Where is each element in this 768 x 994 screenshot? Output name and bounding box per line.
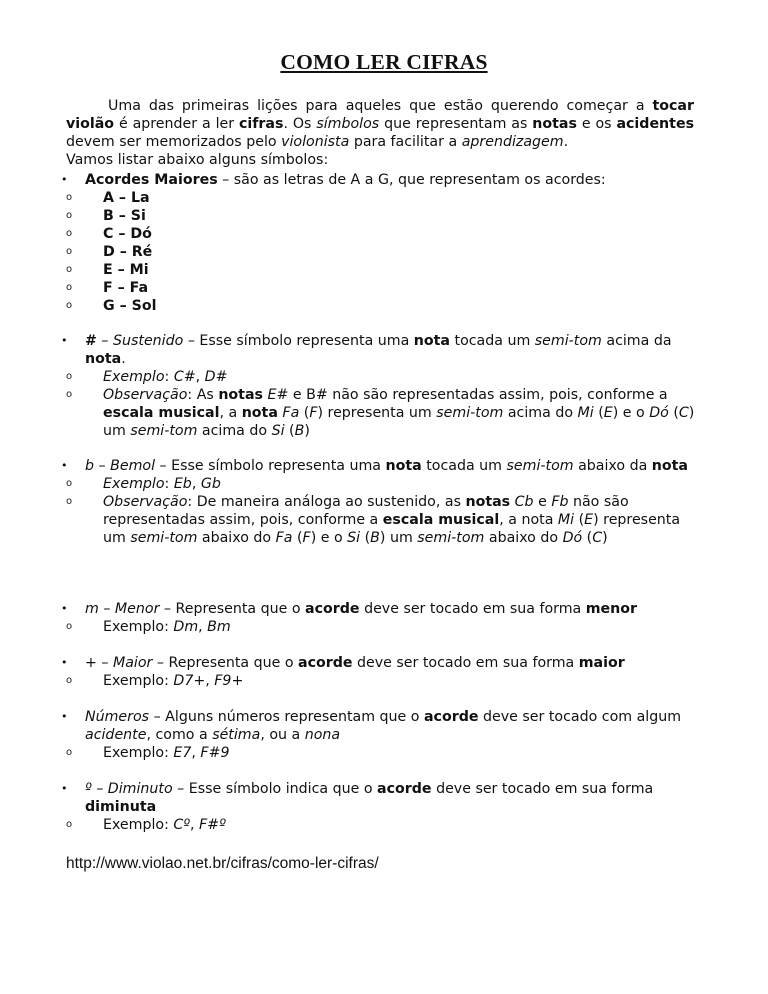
text: ) um bbox=[379, 530, 418, 546]
bold-term: acorde bbox=[423, 709, 479, 725]
sub-bullet-icon: o bbox=[66, 210, 73, 221]
italic-term: Si bbox=[271, 423, 285, 439]
intro-bold: notas bbox=[532, 116, 577, 132]
intro-bold: tocar violão bbox=[66, 98, 694, 132]
text: , bbox=[198, 619, 208, 635]
bullet-icon: • bbox=[61, 710, 68, 723]
list-item-bemol bbox=[66, 457, 697, 547]
italic-term: acidente bbox=[85, 727, 147, 743]
text: ( bbox=[574, 512, 585, 528]
bold-term: nota bbox=[413, 333, 450, 349]
example-label: Exemplo bbox=[103, 476, 165, 492]
text: , como a bbox=[146, 727, 213, 743]
list-item-sustenido bbox=[66, 332, 697, 440]
text: , bbox=[189, 817, 200, 833]
example-chord: C# bbox=[173, 369, 196, 385]
text: – Alguns números representam que o bbox=[149, 709, 424, 725]
text: – Representa que o bbox=[152, 655, 299, 671]
bold-term: menor bbox=[585, 601, 638, 617]
text: ) representa um bbox=[317, 405, 437, 421]
list-item-numeros bbox=[66, 708, 697, 762]
example-chord: Gb bbox=[200, 476, 221, 492]
italic-term: B bbox=[294, 423, 305, 439]
text: . bbox=[121, 351, 126, 367]
example-chord: D7+ bbox=[173, 673, 206, 689]
text: tocada um bbox=[450, 333, 535, 349]
sub-bullet-icon: o bbox=[66, 747, 73, 758]
italic-term: semi-tom bbox=[436, 405, 504, 421]
bullet-icon: • bbox=[61, 656, 68, 669]
intro-italic: violonista bbox=[281, 134, 350, 150]
sub-bullet-icon: o bbox=[66, 389, 73, 400]
bullet-icon: • bbox=[61, 334, 68, 347]
text: , bbox=[195, 369, 205, 385]
text: , bbox=[191, 745, 201, 761]
text: acima do bbox=[197, 423, 272, 439]
example-chord: Bm bbox=[207, 619, 231, 635]
text: abaixo do bbox=[197, 530, 276, 546]
italic-term: semi-tom bbox=[130, 423, 198, 439]
intro-text: Uma das primeiras lições para aqueles que estão querendo começar a bbox=[108, 98, 653, 114]
text: deve ser tocado em sua forma bbox=[352, 655, 579, 671]
text: ) bbox=[304, 423, 310, 439]
list-item-acordes bbox=[66, 171, 697, 315]
bullet-icon: • bbox=[61, 782, 68, 795]
italic-term: E bbox=[584, 512, 594, 528]
sub-bullet-icon: o bbox=[66, 282, 73, 293]
text: deve ser tocado em sua forma bbox=[431, 781, 654, 797]
sub-bullet-icon: o bbox=[66, 496, 73, 507]
example-chord: Cº bbox=[173, 817, 190, 833]
bold-term: nota bbox=[85, 351, 122, 367]
text: – Representa que o bbox=[159, 601, 306, 617]
italic-term: Fa bbox=[275, 530, 293, 546]
italic-term: sétima bbox=[212, 727, 261, 743]
text: , a bbox=[219, 405, 242, 421]
text: – Esse símbolo representa uma bbox=[155, 458, 386, 474]
intro-italic: símbolos bbox=[316, 116, 380, 132]
italic-term: Si bbox=[347, 530, 361, 546]
bold-term: notas bbox=[218, 387, 263, 403]
chord-item: E – Mi bbox=[103, 262, 149, 278]
symbol-name: m – Menor bbox=[85, 601, 160, 617]
example-label: Exemplo bbox=[103, 369, 165, 385]
example-chord: E7 bbox=[173, 745, 192, 761]
example-chord: F#º bbox=[199, 817, 226, 833]
text: e B# não são representadas assim, pois, conforme a bbox=[288, 387, 668, 403]
intro-bold: cifras bbox=[238, 116, 284, 132]
chord-item: F – Fa bbox=[103, 280, 149, 296]
bold-term: acorde bbox=[298, 655, 353, 671]
italic-term: semi-tom bbox=[417, 530, 485, 546]
sub-bullet-icon: o bbox=[66, 371, 73, 382]
italic-term: semi-tom bbox=[534, 333, 602, 349]
text: : bbox=[164, 476, 174, 492]
text: – Esse símbolo indica que o bbox=[172, 781, 378, 797]
text: ( bbox=[593, 405, 604, 421]
sub-bullet-icon: o bbox=[66, 675, 73, 686]
italic-term: C bbox=[592, 530, 603, 546]
intro-italic: aprendizagem bbox=[461, 134, 564, 150]
text: : De maneira análoga ao sustenido, as bbox=[187, 494, 466, 510]
list-item-diminuto bbox=[66, 780, 697, 834]
example-chord: Dm bbox=[173, 619, 199, 635]
bold-term: escala musical bbox=[103, 405, 220, 421]
italic-term: B bbox=[370, 530, 380, 546]
italic-term: semi-tom bbox=[506, 458, 574, 474]
bold-term: acorde bbox=[305, 601, 360, 617]
list-item-maior bbox=[66, 654, 697, 690]
bullet-icon: • bbox=[61, 173, 68, 186]
bold-term: nota bbox=[385, 458, 422, 474]
symbol-name: + – Maior bbox=[85, 655, 153, 671]
text: ) representa um bbox=[103, 512, 681, 546]
bold-term: diminuta bbox=[85, 799, 157, 815]
text: e bbox=[533, 494, 552, 510]
text: deve ser tocado em sua forma bbox=[359, 601, 586, 617]
intro-text: é aprender a ler bbox=[114, 116, 239, 132]
source-url: http://www.violao.net.br/cifras/como-ler-cifras/ bbox=[66, 855, 379, 872]
list-item-menor bbox=[66, 600, 697, 636]
example-label: Exemplo: bbox=[103, 619, 174, 635]
text: não são representadas assim, pois, conforme a bbox=[103, 494, 629, 528]
text: abaixo do bbox=[484, 530, 563, 546]
observation-label: Observação bbox=[103, 494, 188, 510]
acordes-label: Acordes Maiores bbox=[85, 172, 218, 188]
text: ( bbox=[284, 423, 295, 439]
text: ( bbox=[292, 530, 303, 546]
italic-term: Fa bbox=[277, 405, 300, 421]
page-title: COMO LER CIFRAS bbox=[280, 50, 488, 74]
text: ( bbox=[360, 530, 371, 546]
italic-term: E bbox=[603, 405, 613, 421]
text: abaixo da bbox=[573, 458, 652, 474]
symbol-name: Números bbox=[85, 709, 150, 725]
italic-term: F bbox=[309, 405, 318, 421]
text: ) um bbox=[103, 405, 695, 439]
symbol: # bbox=[85, 333, 97, 349]
acordes-text: – são as letras de A a G, que representam os acordes: bbox=[217, 172, 606, 188]
sub-bullet-icon: o bbox=[66, 246, 73, 257]
text: acima da bbox=[601, 333, 672, 349]
bold-term: notas bbox=[465, 494, 511, 510]
italic-term: Cb bbox=[510, 494, 534, 510]
chord-item: D – Ré bbox=[103, 244, 153, 260]
italic-term: E# bbox=[262, 387, 289, 403]
example-label: Exemplo: bbox=[103, 673, 174, 689]
text: ) e o bbox=[612, 405, 650, 421]
intro-text: . Os bbox=[283, 116, 317, 132]
text: ) bbox=[602, 530, 608, 546]
text: deve ser tocado com algum bbox=[478, 709, 682, 725]
text: , bbox=[191, 476, 201, 492]
sub-bullet-icon: o bbox=[66, 228, 73, 239]
text: ( bbox=[299, 405, 310, 421]
intro-paragraph bbox=[66, 97, 694, 169]
bold-term: acorde bbox=[377, 781, 432, 797]
text: – Esse símbolo representa uma bbox=[183, 333, 414, 349]
text: : As bbox=[187, 387, 219, 403]
example-label: Exemplo: bbox=[103, 745, 174, 761]
bold-term: nota bbox=[241, 405, 278, 421]
text: ) e o bbox=[310, 530, 348, 546]
italic-term: Dó bbox=[649, 405, 669, 421]
italic-term: Mi bbox=[577, 405, 594, 421]
text: : bbox=[164, 369, 174, 385]
bold-term: escala musical bbox=[382, 512, 500, 528]
sub-bullet-icon: o bbox=[66, 192, 73, 203]
intro-text: que representam as bbox=[379, 116, 533, 132]
intro-text: para facilitar a bbox=[349, 134, 462, 150]
bold-term: maior bbox=[578, 655, 625, 671]
italic-term: Fb bbox=[551, 494, 569, 510]
chord-item: B – Si bbox=[103, 208, 146, 224]
intro-bold: acidentes bbox=[616, 116, 695, 132]
intro-text: . bbox=[563, 134, 569, 150]
chord-item: C – Dó bbox=[103, 226, 152, 242]
bullet-icon: • bbox=[61, 459, 68, 472]
bullet-icon: • bbox=[61, 602, 68, 615]
sub-bullet-icon: o bbox=[66, 300, 73, 311]
text: acima do bbox=[503, 405, 578, 421]
symbol-name: º – Diminuto bbox=[85, 781, 173, 797]
sub-bullet-icon: o bbox=[66, 819, 73, 830]
italic-term: Mi bbox=[557, 512, 575, 528]
bold-term: nota bbox=[651, 458, 688, 474]
text: ( bbox=[668, 405, 679, 421]
italic-term: F bbox=[302, 530, 311, 546]
chord-item: G – Sol bbox=[103, 298, 157, 314]
sub-bullet-icon: o bbox=[66, 478, 73, 489]
italic-term: Dó bbox=[562, 530, 583, 546]
italic-term: C bbox=[678, 405, 689, 421]
example-chord: D# bbox=[204, 369, 228, 385]
symbol-name: – Sustenido bbox=[96, 333, 184, 349]
text: , ou a bbox=[260, 727, 305, 743]
example-label: Exemplo: bbox=[103, 817, 174, 833]
text: tocada um bbox=[421, 458, 507, 474]
intro-text: e os bbox=[576, 116, 617, 132]
example-chord: F#9 bbox=[200, 745, 230, 761]
symbol-name: b – Bemol bbox=[85, 458, 156, 474]
observation-label: Observação bbox=[103, 387, 188, 403]
intro-text: devem ser memorizados pelo bbox=[66, 134, 282, 150]
example-chord: F9+ bbox=[214, 673, 244, 689]
italic-term: nona bbox=[304, 727, 341, 743]
italic-term: semi-tom bbox=[130, 530, 198, 546]
intro-last-line: Vamos listar abaixo alguns símbolos: bbox=[66, 152, 329, 168]
text: ( bbox=[582, 530, 593, 546]
text: , bbox=[205, 673, 215, 689]
text: , a nota bbox=[499, 512, 558, 528]
chord-item: A – La bbox=[103, 190, 150, 206]
example-chord: Eb bbox=[173, 476, 192, 492]
sub-bullet-icon: o bbox=[66, 264, 73, 275]
sub-bullet-icon: o bbox=[66, 621, 73, 632]
